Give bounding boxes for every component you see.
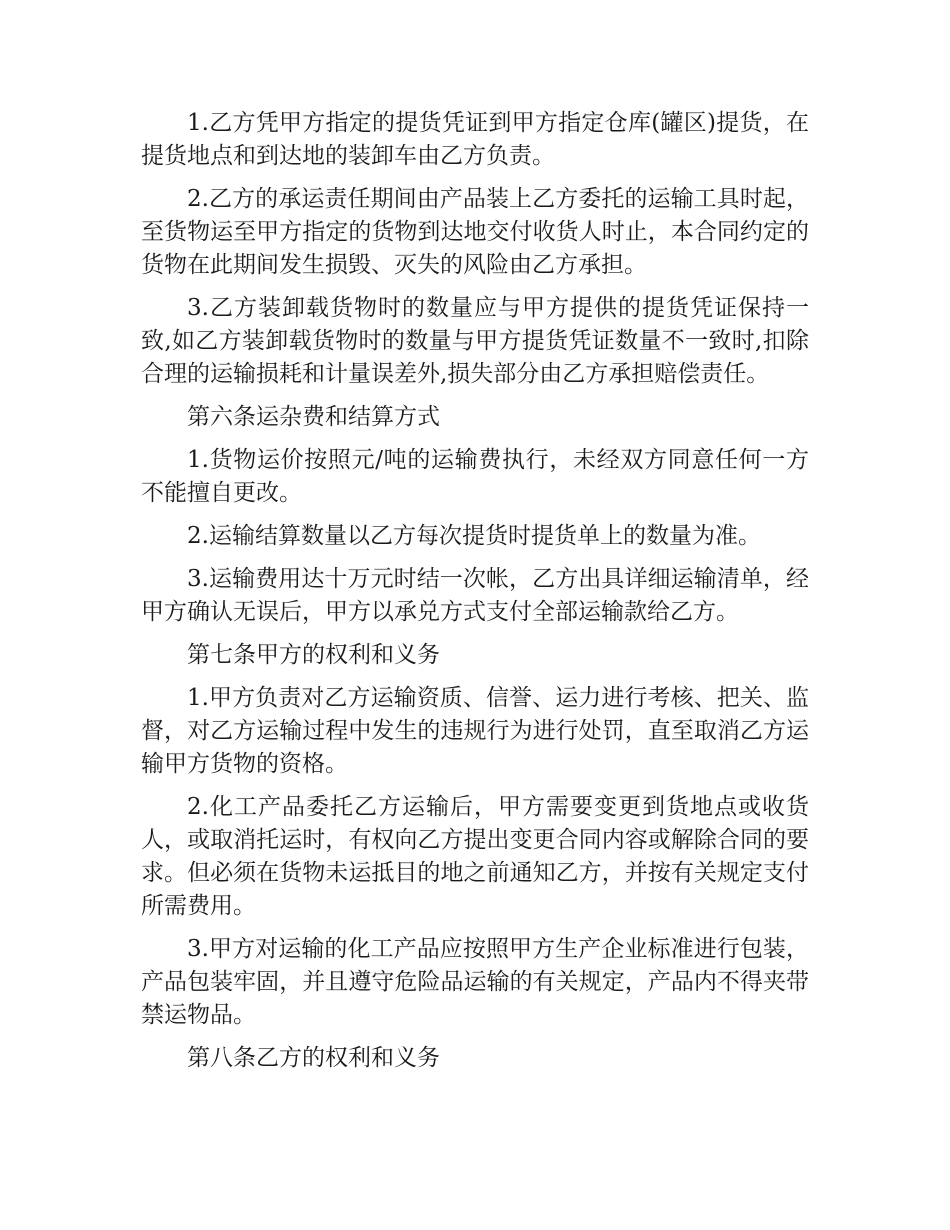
clause-7-item-1: 1.甲方负责对乙方运输资质、信誉、运力进行考核、把关、监督，对乙方运输过程中发生的违规行为进行处罚，直至取消乙方运输甲方货物的资格。	[141, 685, 809, 777]
document-body	[141, 107, 809, 1085]
clause-8-heading: 第八条乙方的权利和义务	[187, 1045, 440, 1071]
clause-6-item-1: 1.货物运价按照元/吨的运输费执行，未经双方同意任何一方不能擅自更改。	[141, 447, 809, 506]
clause-6-item-2: 2.运输结算数量以乙方每次提货时提货单上的数量为准。	[187, 523, 761, 549]
clause-6-heading: 第六条运杂费和结算方式	[187, 404, 440, 430]
clause-5-item-1: 1.乙方凭甲方指定的提货凭证到甲方指定仓库(罐区)提货，在提货地点和到达地的装卸车由乙方负责。	[141, 110, 809, 169]
clause-7-heading: 第七条甲方的权利和义务	[187, 642, 440, 668]
clause-7-item-3: 3.甲方对运输的化工产品应按照甲方生产企业标准进行包装，产品包装牢固，并且遵守危险品运输的有关规定，产品内不得夹带禁运物品。	[141, 936, 809, 1028]
clause-6-item-3: 3.运输费用达十万元时结一次帐，乙方出具详细运输清单，经甲方确认无误后，甲方以承兑方式支付全部运输款给乙方。	[141, 566, 809, 625]
clause-7-item-2: 2.化工产品委托乙方运输后，甲方需要变更到货地点或收货人，或取消托运时，有权向乙方提出变更合同内容或解除合同的要求。但必须在货物未运抵目的地之前通知乙方，并按有关规定支付所需费用。	[141, 794, 809, 919]
clause-5-item-2: 2.乙方的承运责任期间由产品装上乙方委托的运输工具时起，至货物运至甲方指定的货物到达地交付收货人时止，本合同约定的货物在此期间发生损毁、灭失的风险由乙方承担。	[141, 186, 809, 278]
clause-5-item-3: 3.乙方装卸载货物时的数量应与甲方提供的提货凭证保持一致,如乙方装卸载货物时的数量与甲方提货凭证数量不一致时,扣除合理的运输损耗和计量误差外,损失部分由乙方承担赔偿责任。	[141, 295, 809, 387]
